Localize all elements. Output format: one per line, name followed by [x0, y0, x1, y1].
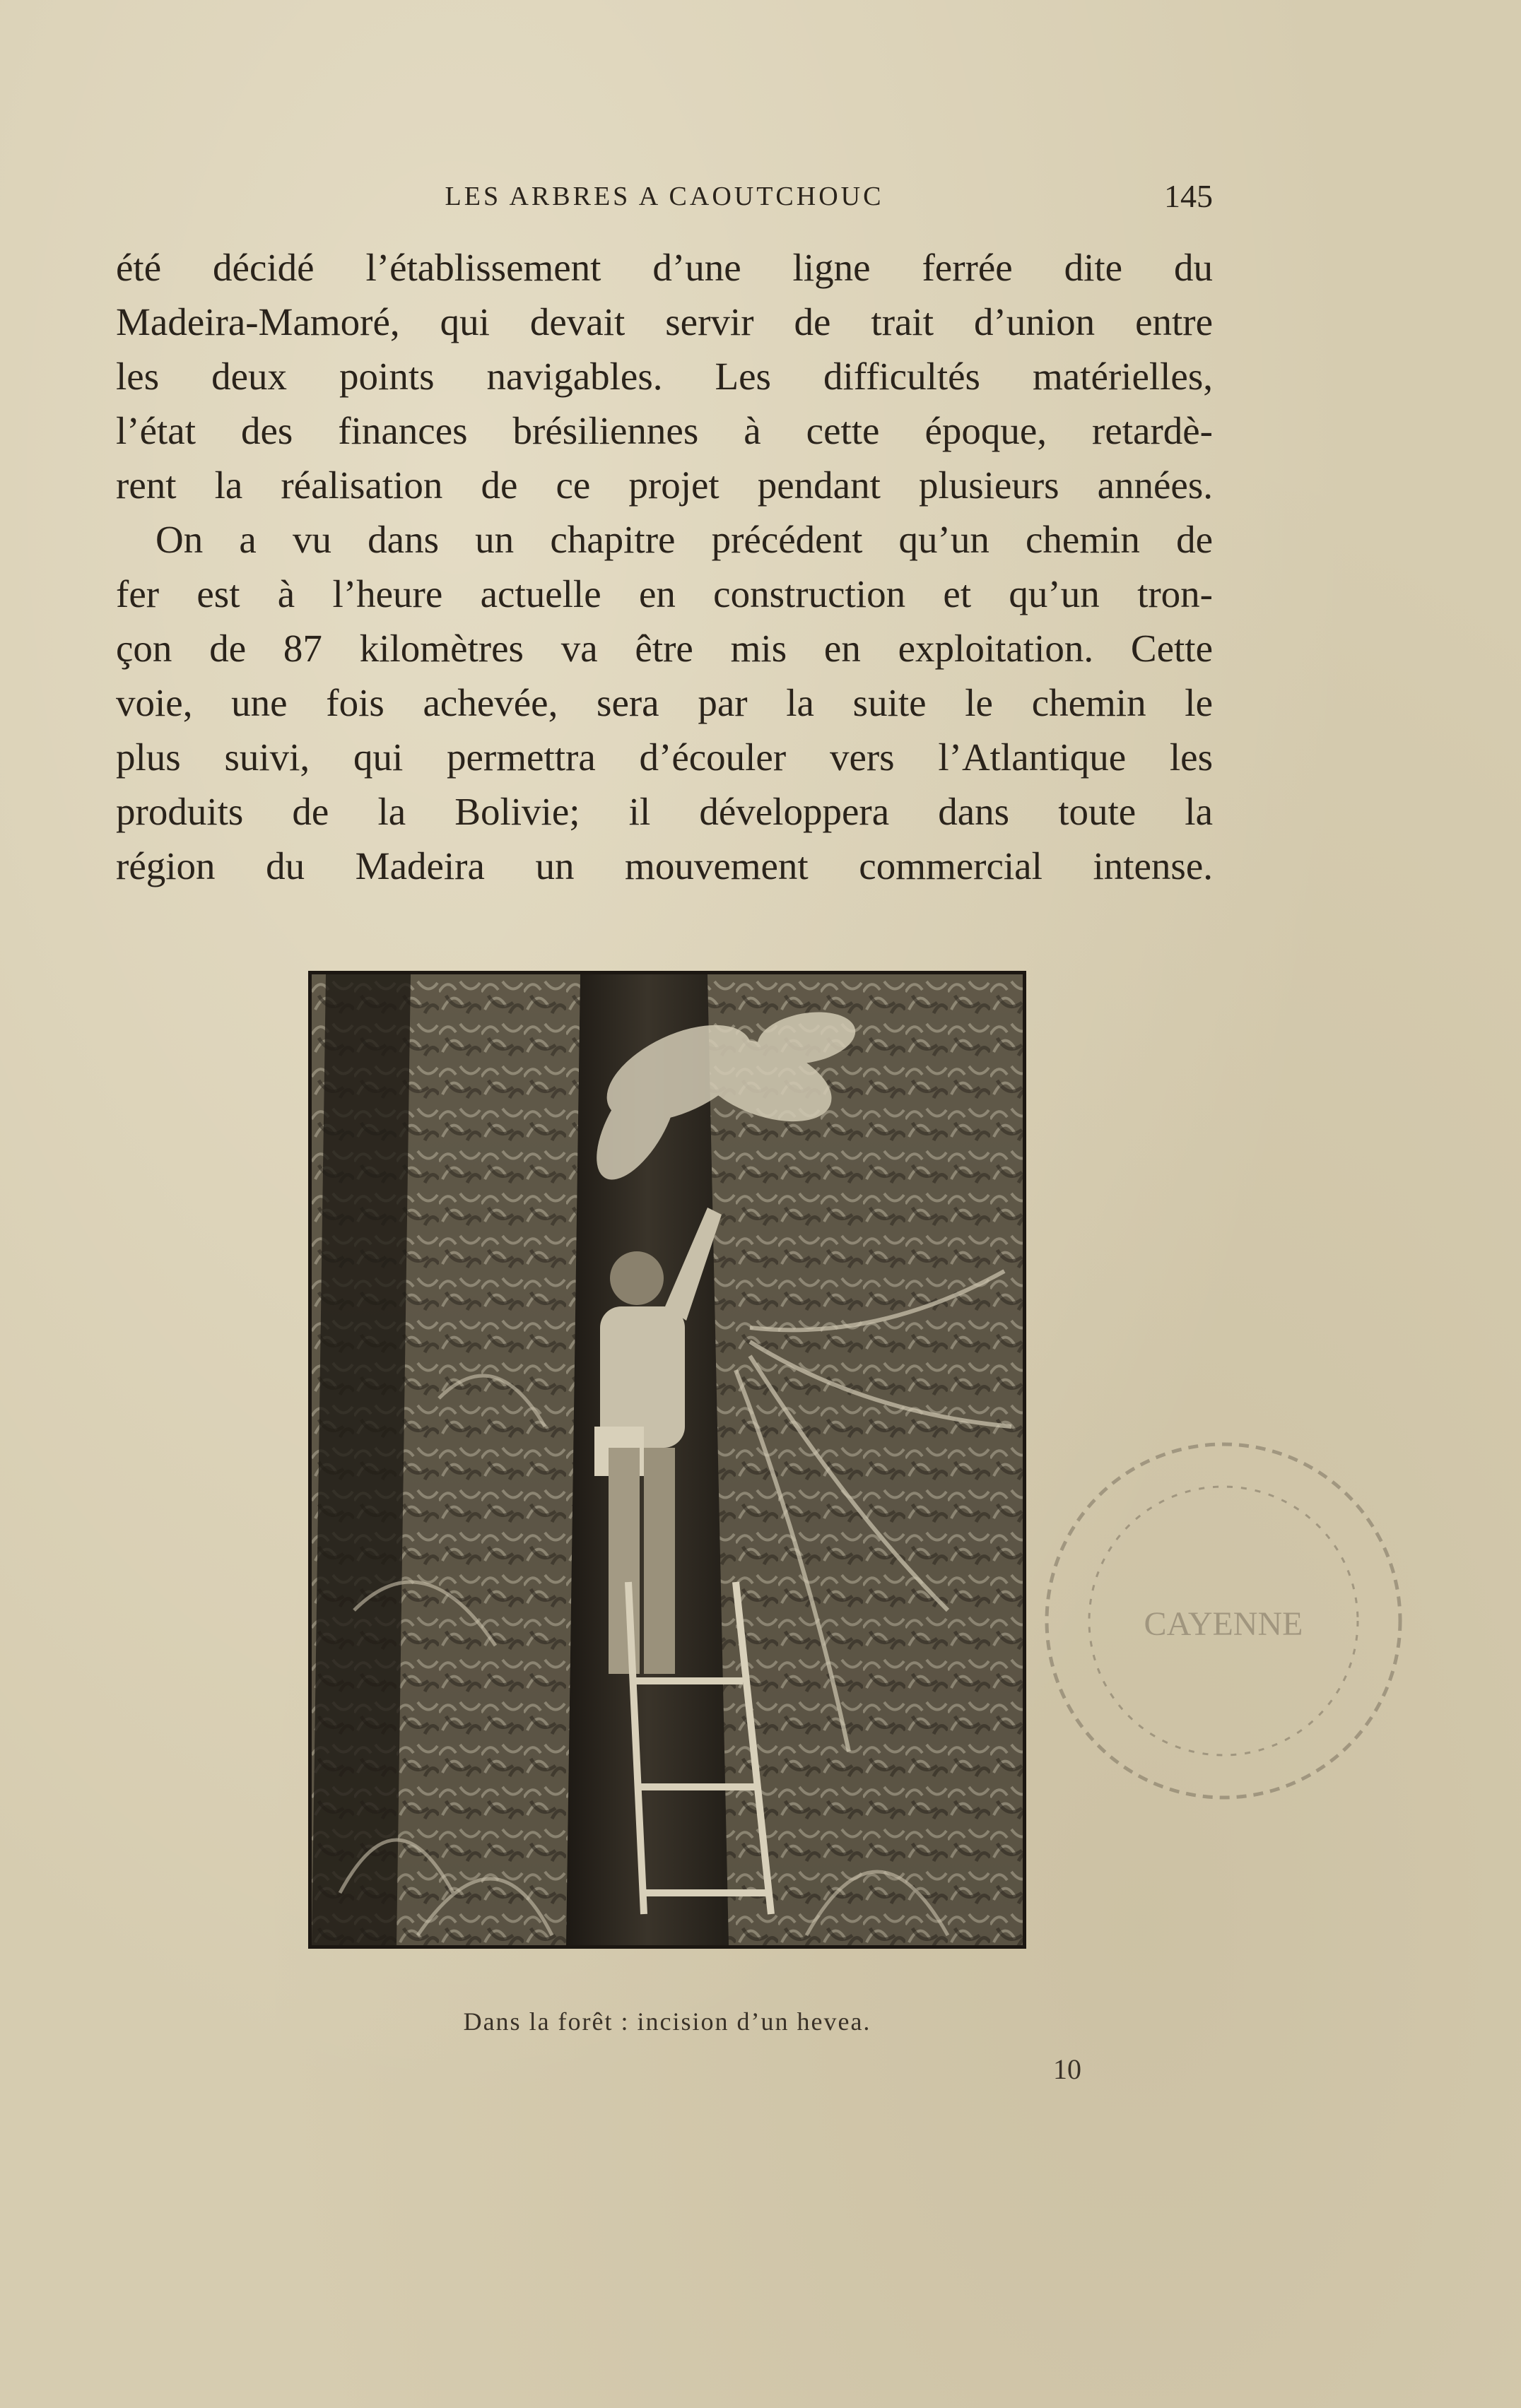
page-number: 145: [1164, 178, 1213, 214]
text-line: plus suivi, qui permettra d’écouler vers l’Atlantique les: [116, 736, 1213, 779]
forest-photo-illustration: [312, 974, 1023, 1945]
figure-caption: Dans la forêt : incision d’un hevea.: [463, 2007, 871, 2036]
text-line: l’état des finances brésiliennes à cette époque, retardè-: [116, 409, 1213, 452]
text-line: été décidé l’établissement d’une ligne ferrée dite du: [116, 246, 1213, 289]
text-line: voie, une fois achevée, sera par la suite le chemin le: [116, 681, 1213, 724]
figure-photograph: [308, 971, 1026, 1949]
text-line: produits de la Bolivie; il développera dans toute la: [116, 790, 1213, 833]
paragraph-2: [116, 512, 1213, 893]
stamp-text: CAYENNE: [1144, 1605, 1303, 1643]
text-line: On a vu dans un chapitre précédent qu’un chemin de: [155, 518, 1213, 561]
text-line: fer est à l’heure actuelle en construction et qu’un tron-: [116, 572, 1213, 615]
library-stamp: [1029, 1402, 1418, 1840]
text-line: rent la réalisation de ce projet pendant plusieurs années.: [116, 464, 1213, 507]
text-line: çon de 87 kilomètres va être mis en exploitation. Cette: [116, 627, 1213, 670]
running-title: LES ARBRES A CAOUTCHOUC: [445, 182, 884, 211]
text-line: région du Madeira un mouvement commercial intense.: [116, 844, 1213, 887]
signature-mark: 10: [1053, 2053, 1081, 2085]
text-line: Madeira-Mamoré, qui devait servir de trait d’union entre: [116, 300, 1213, 343]
text-line: les deux points navigables. Les difficultés matérielles,: [116, 355, 1213, 398]
running-head: [116, 175, 1213, 218]
paragraph-1: [116, 240, 1213, 512]
body-text: [116, 240, 1213, 893]
